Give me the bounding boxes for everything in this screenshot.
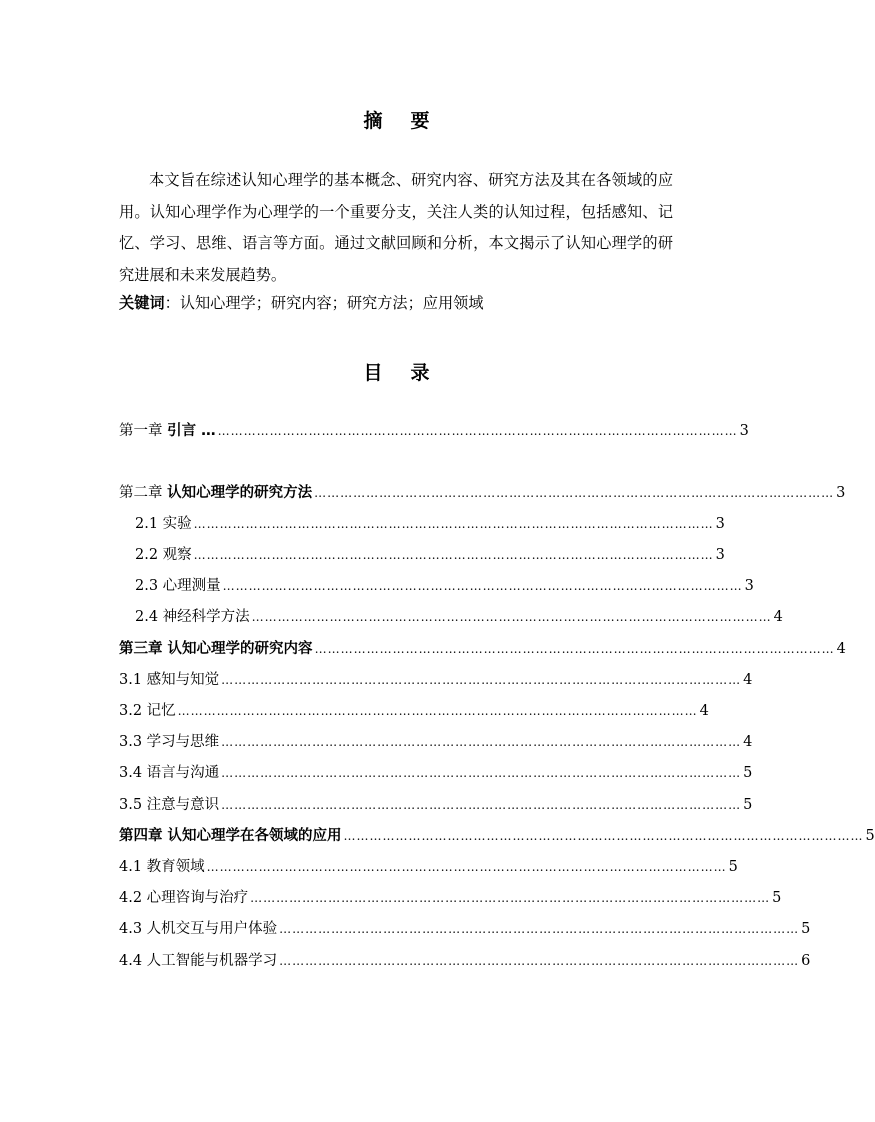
- toc-leader-dots: …………………………………………………………………………………………………………: [193, 548, 714, 562]
- abstract-title: [0, 106, 793, 133]
- toc-entry-page: 5: [865, 828, 875, 844]
- toc-title: [0, 358, 793, 385]
- toc-leader-dots: …………………………………………………………………………………………………………: [279, 954, 800, 968]
- toc-entry-3-4[interactable]: [119, 762, 753, 784]
- toc-leader-dots: …………………………………………………………………………………………………………: [217, 424, 738, 438]
- toc-entry-chapter-3[interactable]: [119, 638, 846, 660]
- toc-entry-page: 4: [773, 609, 783, 625]
- toc-entry-label: 3.3 学习与思维: [119, 734, 220, 750]
- toc-title-char-2: 录: [410, 362, 430, 384]
- toc-entry-label: 3.4 语言与沟通: [119, 765, 220, 781]
- keywords-colon: ：: [164, 294, 180, 312]
- toc-entry-label: 4.3 人机交互与用户体验: [119, 921, 278, 937]
- toc-entry-3-3[interactable]: [119, 731, 753, 753]
- toc-entry-2-1[interactable]: [135, 513, 725, 535]
- toc-entry-chapter-2[interactable]: [119, 482, 846, 504]
- toc-leader-dots: …………………………………………………………………………………………………………: [221, 766, 742, 780]
- toc-entry-bold: 第三章 认知心理学的研究内容: [119, 641, 313, 657]
- toc-leader-dots: …………………………………………………………………………………………………………: [221, 798, 742, 812]
- toc-entry-label: 2.3 心理测量: [135, 578, 221, 594]
- toc-entry-label: 4.2 心理咨询与治疗: [119, 890, 249, 906]
- toc-leader-dots: …………………………………………………………………………………………………………: [314, 642, 835, 656]
- toc-entry-label: 2.4 神经科学方法: [135, 609, 250, 625]
- toc-title-char-1: 目: [363, 362, 383, 384]
- toc-leader-dots: …………………………………………………………………………………………………………: [279, 922, 800, 936]
- toc-leader-dots: …………………………………………………………………………………………………………: [251, 610, 772, 624]
- toc-entry-page: 5: [801, 921, 811, 937]
- toc-entry-label: 3.5 注意与意识: [119, 797, 220, 813]
- toc-entry-4-3[interactable]: [119, 918, 811, 940]
- toc-entry-4-1[interactable]: [119, 856, 738, 878]
- toc-leader-dots: …………………………………………………………………………………………………………: [177, 704, 698, 718]
- toc-entry-page: 3: [836, 485, 846, 501]
- abstract-body: 本文旨在综述认知心理学的基本概念、研究内容、研究方法及其在各领域的应用。认知心理学作为心理学的一个重要分支，关注人类的认知过程，包括感知、记忆、学习、思维、语言等方面。通过文献回顾和分析，本文揭示了认知心理学的研究进展和未来发展趋势。: [119, 171, 673, 284]
- keywords-line: [119, 288, 484, 319]
- keywords-text: 认知心理学；研究内容；研究方法；应用领域: [179, 294, 484, 312]
- toc-entry-page: 5: [728, 859, 738, 875]
- toc-entry-bold: 认知心理学的研究方法: [167, 485, 313, 501]
- toc-entry-3-5[interactable]: [119, 794, 753, 816]
- toc-leader-dots: …………………………………………………………………………………………………………: [206, 860, 727, 874]
- toc-entry-page: 5: [743, 797, 753, 813]
- toc-entry-page: 3: [715, 516, 725, 532]
- toc-leader-dots: …………………………………………………………………………………………………………: [314, 486, 835, 500]
- toc-leader-dots: …………………………………………………………………………………………………………: [221, 735, 742, 749]
- toc-entry-page: 4: [743, 734, 753, 750]
- toc-entry-prefix: 第二章: [119, 485, 163, 501]
- toc-leader-dots: …………………………………………………………………………………………………………: [221, 673, 742, 687]
- toc-entry-bold: 引言 …: [167, 423, 216, 439]
- toc-entry-label: 3.1 感知与知觉: [119, 672, 220, 688]
- toc-entry-page: 4: [836, 641, 846, 657]
- toc-entry-2-2[interactable]: [135, 544, 725, 566]
- toc-entry-chapter-1[interactable]: [119, 420, 749, 442]
- toc-entry-page: 6: [801, 953, 811, 969]
- toc-entry-page: 5: [743, 765, 753, 781]
- toc-entry-page: 3: [739, 423, 749, 439]
- toc-entry-label: 4.4 人工智能与机器学习: [119, 953, 278, 969]
- toc-leader-dots: …………………………………………………………………………………………………………: [343, 829, 864, 843]
- toc-entry-prefix: 第一章: [119, 423, 163, 439]
- toc-leader-dots: …………………………………………………………………………………………………………: [222, 579, 743, 593]
- abstract-title-char-2: 要: [410, 110, 430, 132]
- toc-entry-3-2[interactable]: [119, 700, 709, 722]
- toc-entry-page: 5: [772, 890, 782, 906]
- toc-entry-label: 3.2 记忆: [119, 703, 176, 719]
- toc-entry-page: 4: [743, 672, 753, 688]
- toc-entry-3-1[interactable]: [119, 669, 753, 691]
- toc-entry-page: 4: [699, 703, 709, 719]
- abstract-title-char-1: 摘: [363, 110, 383, 132]
- toc-entry-label: 2.1 实验: [135, 516, 192, 532]
- toc-entry-2-3[interactable]: [135, 575, 754, 597]
- toc-entry-chapter-4[interactable]: [119, 825, 875, 847]
- toc-entry-label: 2.2 观察: [135, 547, 192, 563]
- toc-entry-page: 3: [744, 578, 754, 594]
- toc-entry-4-4[interactable]: [119, 950, 811, 972]
- keywords-label: 关键词: [119, 294, 165, 312]
- toc-entry-label: 4.1 教育领域: [119, 859, 205, 875]
- toc-leader-dots: …………………………………………………………………………………………………………: [250, 891, 771, 905]
- toc-entry-bold: 第四章 认知心理学在各领域的应用: [119, 828, 342, 844]
- toc-entry-2-4[interactable]: [135, 606, 783, 628]
- toc-entry-4-2[interactable]: [119, 887, 782, 909]
- toc-leader-dots: …………………………………………………………………………………………………………: [193, 517, 714, 531]
- toc-entry-page: 3: [715, 547, 725, 563]
